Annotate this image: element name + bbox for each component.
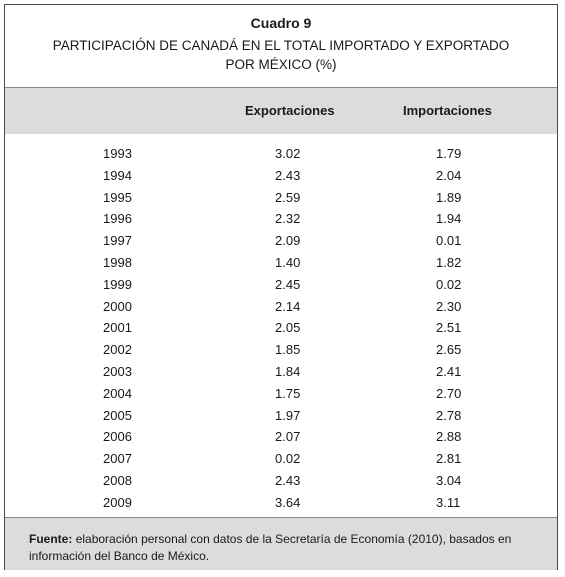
table-row [5, 383, 557, 405]
importaciones-cell: 2.70 [436, 385, 462, 401]
year-cell: 1995 [103, 189, 132, 205]
table-row [5, 230, 557, 252]
importaciones-cell: 0.01 [436, 233, 462, 249]
source-note [5, 517, 557, 570]
exportaciones-cell: 2.43 [275, 167, 301, 183]
table-row [5, 361, 557, 383]
year-cell: 2008 [103, 472, 132, 488]
exportaciones-cell: 1.97 [275, 407, 301, 423]
exportaciones-cell: 2.59 [275, 189, 301, 205]
source-text-block [29, 531, 534, 565]
year-cell: 1996 [103, 211, 132, 227]
importaciones-cell: 2.51 [436, 320, 462, 336]
table-row [5, 165, 557, 187]
importaciones-cell: 2.30 [436, 298, 462, 314]
table-subtitle: PARTICIPACIÓN DE CANADÁ EN EL TOTAL IMPORTADO Y EXPORTADO POR MÉXICO (%) [52, 38, 510, 72]
year-cell: 2007 [103, 451, 132, 467]
year-cell: 2003 [103, 363, 132, 379]
exportaciones-cell: 3.64 [275, 494, 301, 510]
table-row [5, 208, 557, 230]
year-cell: 2002 [103, 342, 132, 358]
year-cell: 1997 [103, 233, 132, 249]
importaciones-cell: 2.81 [436, 451, 462, 467]
exportaciones-cell: 3.02 [275, 146, 301, 161]
importaciones-cell: 3.11 [436, 494, 461, 510]
importaciones-cell: 2.41 [436, 363, 462, 379]
table-row [5, 470, 557, 492]
importaciones-cell: 3.04 [436, 472, 462, 488]
importaciones-cell: 2.78 [436, 407, 462, 423]
source-description: elaboración personal con datos de la Secretaría de Economía (2010), basados en información del Banco de México. [29, 532, 512, 563]
exportaciones-cell: 0.02 [275, 451, 301, 467]
header-importaciones: Importaciones [403, 103, 492, 118]
exportaciones-cell: 2.14 [275, 298, 301, 314]
year-cell: 2001 [103, 320, 132, 336]
importaciones-cell: 1.94 [436, 211, 462, 227]
exportaciones-cell: 1.84 [275, 363, 301, 379]
table-header [5, 87, 557, 134]
header-exportaciones: Exportaciones [245, 103, 335, 118]
importaciones-cell: 1.89 [436, 189, 462, 205]
table-row [5, 317, 557, 339]
table-row [5, 405, 557, 427]
importaciones-cell: 2.88 [436, 429, 462, 445]
table-row [5, 143, 557, 165]
year-cell: 1993 [103, 146, 132, 161]
year-cell: 1994 [103, 167, 132, 183]
table-frame [4, 4, 558, 570]
exportaciones-cell: 2.05 [275, 320, 301, 336]
table-row [5, 274, 557, 296]
table-title: Cuadro 9 [250, 15, 312, 31]
year-cell: 2006 [103, 429, 132, 445]
table-row [5, 187, 557, 209]
importaciones-cell: 1.79 [436, 146, 462, 161]
table-row [5, 448, 557, 470]
exportaciones-cell: 1.85 [275, 342, 301, 358]
exportaciones-cell: 2.09 [275, 233, 301, 249]
exportaciones-cell: 2.45 [275, 276, 301, 292]
table-body [5, 143, 557, 514]
year-cell: 2000 [103, 298, 132, 314]
importaciones-cell: 0.02 [436, 276, 462, 292]
source-label: Fuente: [29, 532, 73, 546]
exportaciones-cell: 1.40 [275, 254, 301, 270]
table-title-block [5, 5, 557, 87]
importaciones-cell: 2.65 [436, 342, 462, 358]
table-row [5, 492, 557, 514]
year-cell: 2004 [103, 385, 132, 401]
exportaciones-cell: 2.32 [275, 211, 301, 227]
exportaciones-cell: 2.43 [275, 472, 301, 488]
importaciones-cell: 2.04 [436, 167, 462, 183]
exportaciones-cell: 2.07 [275, 429, 301, 445]
table-row [5, 339, 557, 361]
table-row [5, 296, 557, 318]
year-cell: 1998 [103, 254, 132, 270]
year-cell: 2009 [103, 494, 132, 510]
importaciones-cell: 1.82 [436, 254, 462, 270]
year-cell: 1999 [103, 276, 132, 292]
exportaciones-cell: 1.75 [275, 385, 301, 401]
table-row [5, 252, 557, 274]
table-row [5, 426, 557, 448]
year-cell: 2005 [103, 407, 132, 423]
